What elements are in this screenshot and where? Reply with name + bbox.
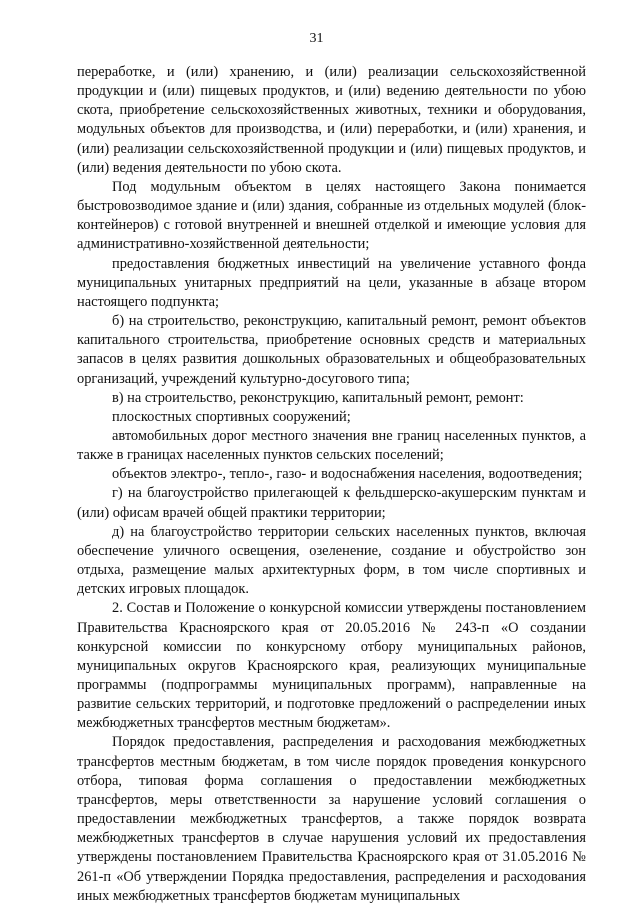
paragraph: Под модульным объектом в целях настоящего Закона понимается быстровозводимое здание и (или) здания, собранные из отдельных модулей (блок-контейнеров) с готовой внутренней и внешней отделкой и имеющие условия для административно-хозяйственной деятельности; bbox=[77, 178, 586, 253]
document-body bbox=[77, 63, 586, 906]
paragraph: автомобильных дорог местного значения вне границ населенных пунктов, а также в границах населенных пунктов сельских поселений; bbox=[77, 427, 586, 464]
page-number: 31 bbox=[309, 31, 324, 46]
paragraph: переработке, и (или) хранению, и (или) реализации сельскохозяйственной продукции и (или) пищевых продуктов, и (или) ведению деятельности по убою скота, приобретение сельскохозяйственных животных, техники и оборудования, модульных объектов для производства, и (или) переработки, и (или) хранения, и (или) реализации сельскохозяйственной продукции и (или) пищевых продуктов, и (или) ведения деятельности по убою скота. bbox=[77, 64, 586, 176]
paragraph: г) на благоустройство прилегающей к фельдшерско-акушерским пунктам и (или) офисам врачей общей практики территории; bbox=[77, 485, 586, 521]
paragraph: объектов электро-, тепло-, газо- и водоснабжения населения, водоотведения; bbox=[112, 466, 583, 483]
paragraph: плоскостных спортивных сооружений; bbox=[112, 408, 351, 425]
paragraph: предоставления бюджетных инвестиций на увеличение уставного фонда муниципальных унитарных предприятий на цели, указанные в абзаце втором настоящего подпункта; bbox=[77, 255, 586, 310]
paragraph: Порядок предоставления, распределения и расходования межбюджетных трансфертов местным бюджетам, в том числе порядок проведения конкурсного отбора, типовая форма соглашения о предоставлении межбюджетных трансфертов, меры ответственности за нарушение условий соглашения о предоставлении межбюджетных трансфертов, а также порядок возврата межбюджетных трансфертов в случае нарушения условий их предоставления утверждены постановлением Правительства Красноярского края от 31.05.2016 № 261-п «Об утверждении Порядка предоставления, распределения и расходования иных межбюджетных трансфертов бюджетам муниципальных bbox=[77, 734, 586, 904]
paragraph: б) на строительство, реконструкцию, капитальный ремонт, ремонт объектов капитального строительства, приобретение основных средств и материальных запасов в целях развития дошкольных образовательных и общеобразовательных организаций, учреждений культурно-досугового типа; bbox=[77, 313, 586, 387]
paragraph: д) на благоустройство территории сельских населенных пунктов, включая обеспечение уличного освещения, озеленение, создание и обустройство зон отдыха, размещение малых архитектурных форм, в том числе спортивных и детских игровых площадок. bbox=[77, 523, 586, 598]
paragraph: в) на строительство, реконструкцию, капитальный ремонт, ремонт: bbox=[112, 389, 524, 406]
paragraph: 2. Состав и Положение о конкурсной комиссии утверждены постановлением Правительства Красноярского края от 20.05.2016 № 243-п «О создании конкурсной комиссии по конкурсному отбору муниципальных районов, муниципальных округов Красноярского края, реализующих муниципальные программы (подпрограммы муниципальных программ), направленные на развитие сельских территорий, и подготовке предложений о распределении иных межбюджетных трансфертов местным бюджетам». bbox=[77, 600, 586, 732]
